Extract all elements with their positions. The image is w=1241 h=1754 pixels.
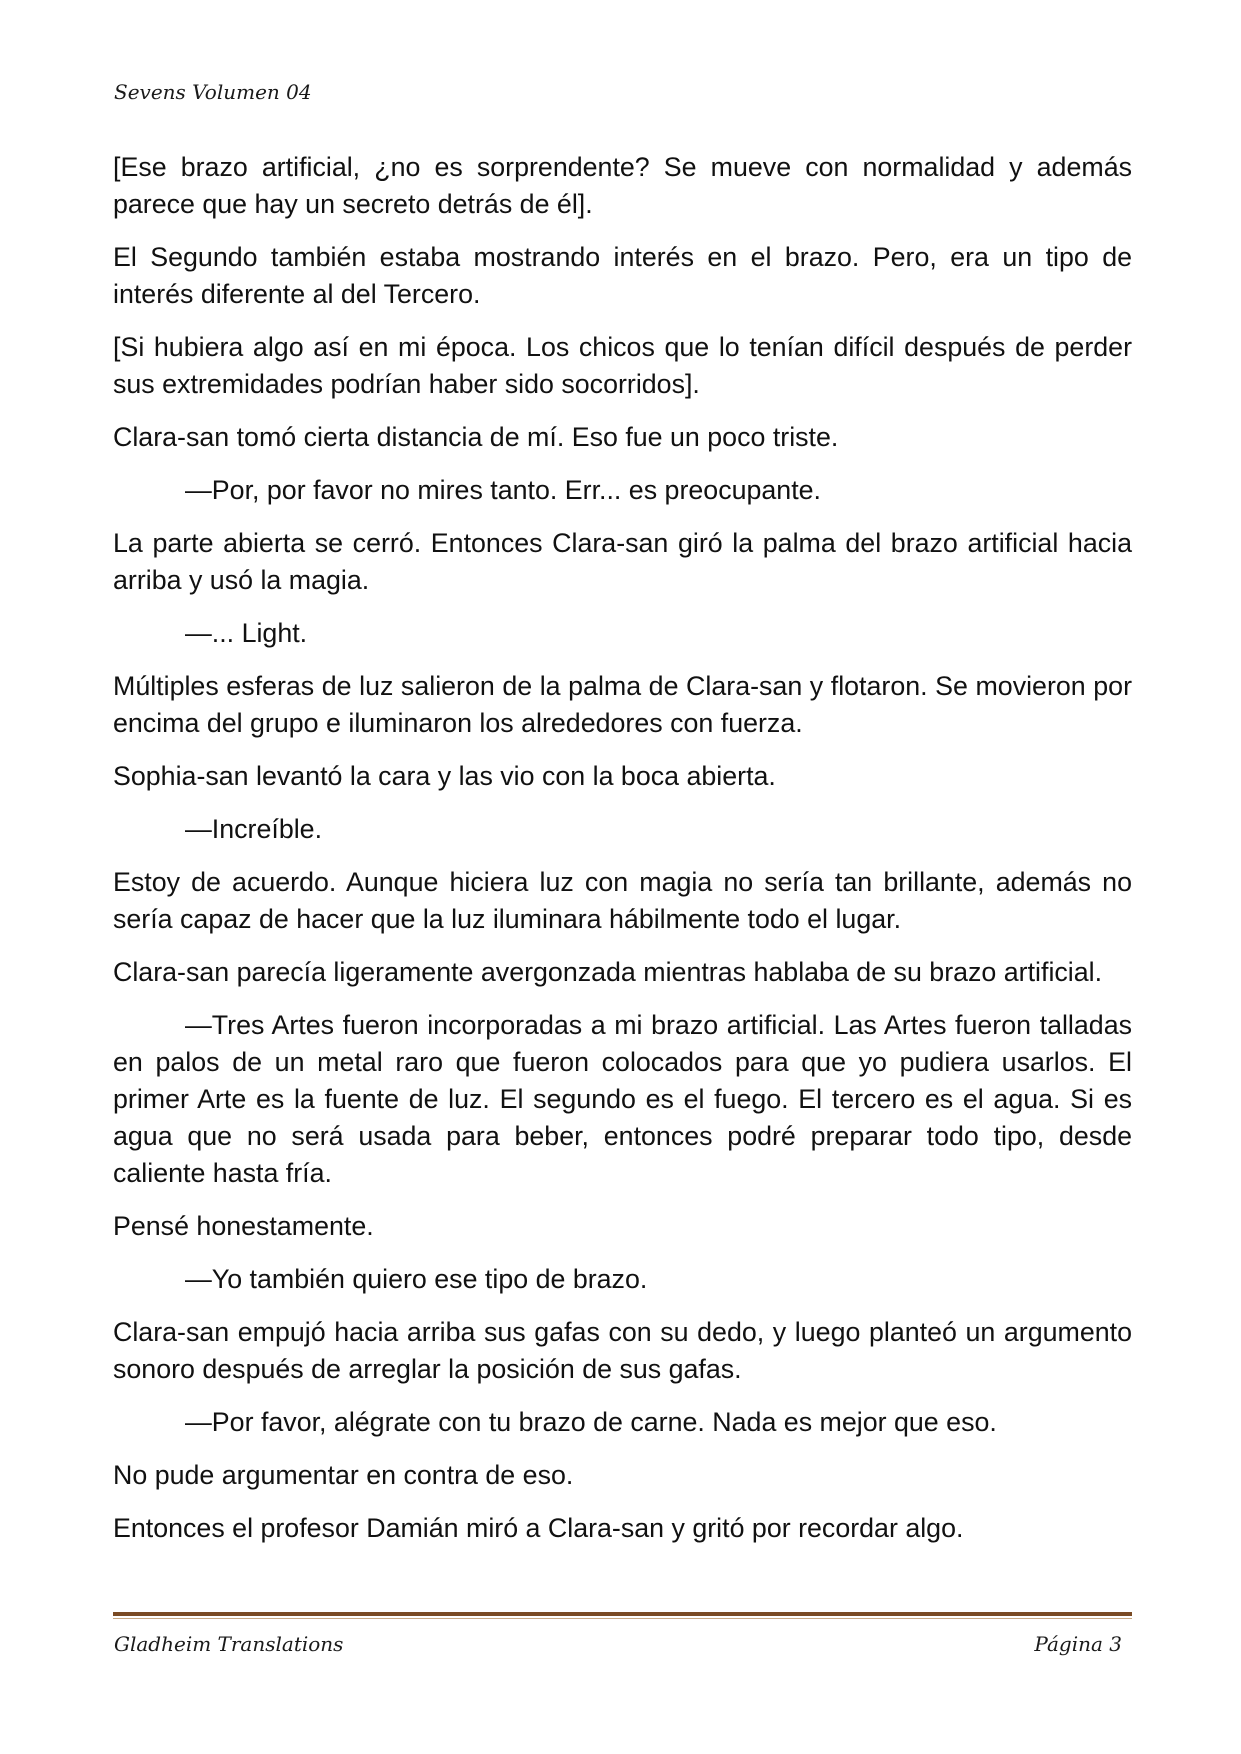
dialogue-paragraph: —Yo también quiero ese tipo de brazo. <box>185 1264 648 1294</box>
running-header: Sevens Volumen 04 <box>114 80 312 104</box>
paragraph: Clara-san parecía ligeramente avergonzada mientras hablaba de su brazo artificial. <box>113 957 1103 987</box>
dialogue-paragraph: —... Light. <box>185 618 308 648</box>
dialogue-paragraph: —Increíble. <box>185 814 323 844</box>
paragraph: Entonces el profesor Damián miró a Clara-san y gritó por recordar algo. <box>113 1513 964 1543</box>
dialogue-paragraph: —Por favor, alégrate con tu brazo de carne. Nada es mejor que eso. <box>185 1407 997 1437</box>
footer-publisher: Gladheim Translations <box>114 1632 344 1656</box>
page-number: Página 3 <box>1034 1632 1122 1656</box>
footer-rule <box>113 1612 1132 1618</box>
paragraph: La parte abierta se cerró. Entonces Clara-san giró la palma del brazo artificial hacia arriba y usó la magia. <box>113 528 1132 595</box>
dialogue-paragraph: —Por, por favor no mires tanto. Err... es preocupante. <box>185 475 821 505</box>
footer-rule-thick <box>113 1612 1132 1616</box>
paragraph: No pude argumentar en contra de eso. <box>113 1460 574 1490</box>
paragraph: [Si hubiera algo así en mi época. Los chicos que lo tenían difícil después de perder sus extremidades podrían haber sido socorridos]. <box>113 332 1132 399</box>
paragraph: Clara-san empujó hacia arriba sus gafas con su dedo, y luego planteó un argumento sonoro después de arreglar la posición de sus gafas. <box>113 1317 1132 1384</box>
footer-rule-thin <box>113 1618 1132 1619</box>
paragraph: El Segundo también estaba mostrando interés en el brazo. Pero, era un tipo de interés diferente al del Tercero. <box>113 242 1132 309</box>
paragraph: [Ese brazo artificial, ¿no es sorprendente? Se mueve con normalidad y además parece que hay un secreto detrás de él]. <box>113 152 1132 219</box>
body-text <box>113 149 1132 1563</box>
paragraph: Estoy de acuerdo. Aunque hiciera luz con magia no sería tan brillante, además no sería capaz de hacer que la luz iluminara hábilmente todo el lugar. <box>113 867 1132 934</box>
paragraph: Sophia-san levantó la cara y las vio con la boca abierta. <box>113 761 776 791</box>
paragraph: Múltiples esferas de luz salieron de la palma de Clara-san y flotaron. Se movieron por encima del grupo e iluminaron los alrededores con fuerza. <box>113 671 1132 738</box>
paragraph: Clara-san tomó cierta distancia de mí. Eso fue un poco triste. <box>113 422 839 452</box>
dialogue-paragraph: —Tres Artes fueron incorporadas a mi brazo artificial. Las Artes fueron talladas en palos de un metal raro que fueron colocados para que yo pudiera usarlos. El primer Arte es la fuente de luz. El segundo es el fuego. El tercero es el agua. Si es agua que no será usada para beber, entonces podré preparar todo tipo, desde caliente hasta fría. <box>113 1010 1132 1188</box>
paragraph: Pensé honestamente. <box>113 1211 374 1241</box>
